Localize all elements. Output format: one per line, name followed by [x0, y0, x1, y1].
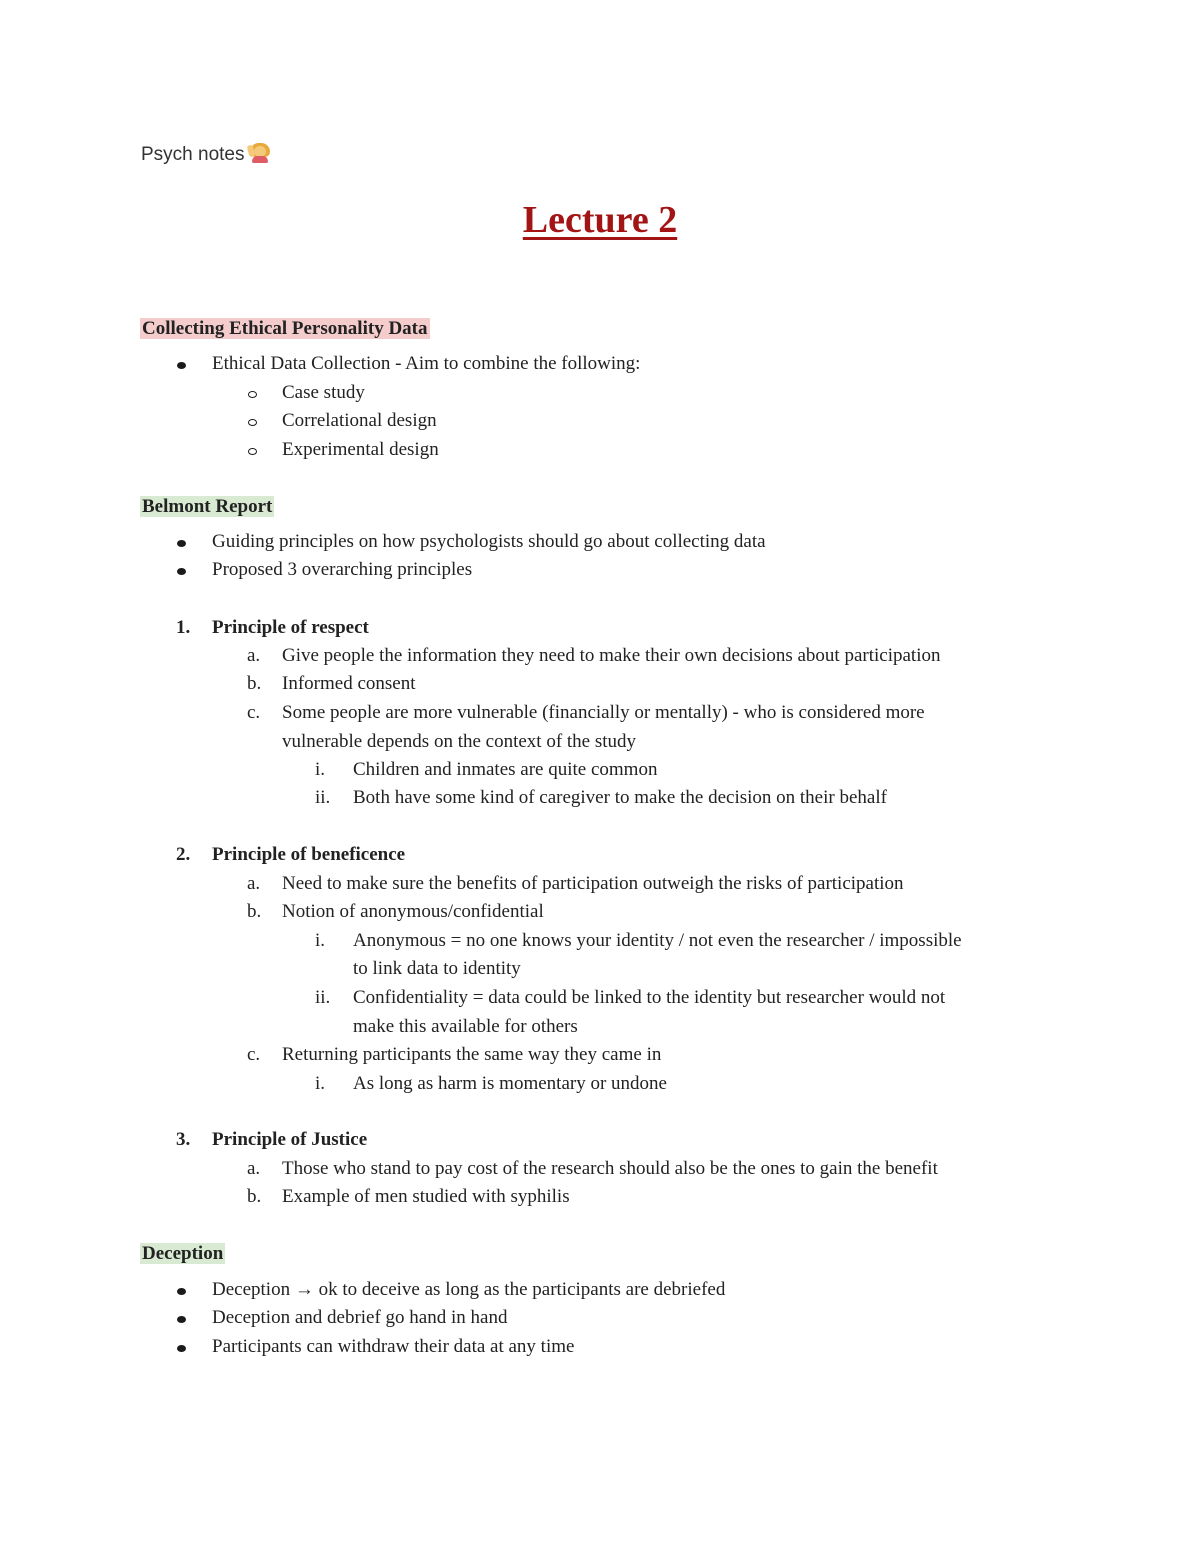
list-item: Some people are more vulnerable (financially or mentally) - who is considered more: [282, 702, 925, 723]
hollow-bullet-icon: [248, 419, 257, 426]
list-marker: c.: [247, 702, 261, 723]
list-item: Confidentiality = data could be linked to the identity but researcher would not: [353, 987, 946, 1008]
list-marker: b.: [247, 673, 262, 694]
bullet-icon: [177, 362, 186, 369]
list-item: Need to make sure the benefits of participation outweigh the risks of participation: [282, 873, 904, 894]
list-marker: i.: [315, 759, 326, 780]
list-marker: a.: [247, 873, 261, 894]
list-number: 2.: [176, 844, 191, 865]
list-marker: ii.: [315, 987, 331, 1008]
principle-heading-beneficence: Principle of beneficence: [212, 844, 406, 865]
page-title: Lecture 2: [522, 199, 678, 241]
bullet-icon: [177, 1345, 186, 1352]
list-item: Children and inmates are quite common: [353, 759, 658, 780]
section-heading-deception: Deception: [142, 1243, 224, 1264]
principle-heading-justice: Principle of Justice: [212, 1129, 368, 1150]
section-deception: [140, 1243, 225, 1265]
list-number: 1.: [176, 617, 191, 638]
list-marker: a.: [247, 645, 261, 666]
list-item: Example of men studied with syphilis: [282, 1186, 570, 1207]
list-item: Returning participants the same way they came in: [282, 1044, 662, 1065]
list-item: Anonymous = no one knows your identity / not even the researcher / impossible: [353, 930, 962, 951]
page-header: [141, 143, 271, 166]
list-marker: c.: [247, 1044, 261, 1065]
list-item: Ethical Data Collection - Aim to combine the following:: [212, 353, 641, 374]
list-item: Proposed 3 overarching principles: [212, 559, 473, 580]
list-item: Notion of anonymous/confidential: [282, 901, 544, 922]
list-marker: ii.: [315, 787, 331, 808]
header-text: Psych notes: [141, 144, 245, 165]
list-marker: i.: [315, 1073, 326, 1094]
list-marker: b.: [247, 901, 262, 922]
list-number: 3.: [176, 1129, 191, 1150]
bullet-icon: [177, 568, 186, 575]
list-marker: a.: [247, 1158, 261, 1179]
list-item: Both have some kind of caregiver to make the decision on their behalf: [353, 787, 887, 808]
section-heading-collecting: Collecting Ethical Personality Data: [142, 318, 428, 339]
list-item: Give people the information they need to make their own decisions about participation: [282, 645, 941, 666]
section-heading-belmont: Belmont Report: [142, 496, 273, 517]
list-item: Deception and debrief go hand in hand: [212, 1307, 508, 1328]
hollow-bullet-icon: [248, 448, 257, 455]
bullet-icon: [177, 540, 186, 547]
section-collecting: [140, 318, 430, 340]
bullet-icon: [177, 1288, 186, 1295]
section-belmont: [140, 496, 274, 518]
hollow-bullet-icon: [248, 391, 257, 398]
list-item-continuation: to link data to identity: [353, 958, 521, 979]
list-item: Those who stand to pay cost of the research should also be the ones to gain the benefit: [282, 1158, 938, 1179]
list-item-continuation: vulnerable depends on the context of the study: [282, 731, 637, 752]
list-item: Informed consent: [282, 673, 416, 694]
list-item: Experimental design: [282, 439, 439, 460]
list-item-continuation: make this available for others: [353, 1016, 578, 1037]
list-marker: b.: [247, 1186, 262, 1207]
principle-heading-respect: Principle of respect: [212, 617, 369, 638]
list-item: Correlational design: [282, 410, 437, 431]
bullet-icon: [177, 1316, 186, 1323]
list-item: As long as harm is momentary or undone: [353, 1073, 667, 1094]
list-item: Participants can withdraw their data at any time: [212, 1336, 575, 1357]
list-item: Case study: [282, 382, 365, 403]
person-raising-hand-icon: [249, 143, 271, 163]
list-marker: i.: [315, 930, 326, 951]
list-item: Deception → ok to deceive as long as the participants are debriefed: [212, 1279, 726, 1300]
list-item: Guiding principles on how psychologists should go about collecting data: [212, 531, 766, 552]
